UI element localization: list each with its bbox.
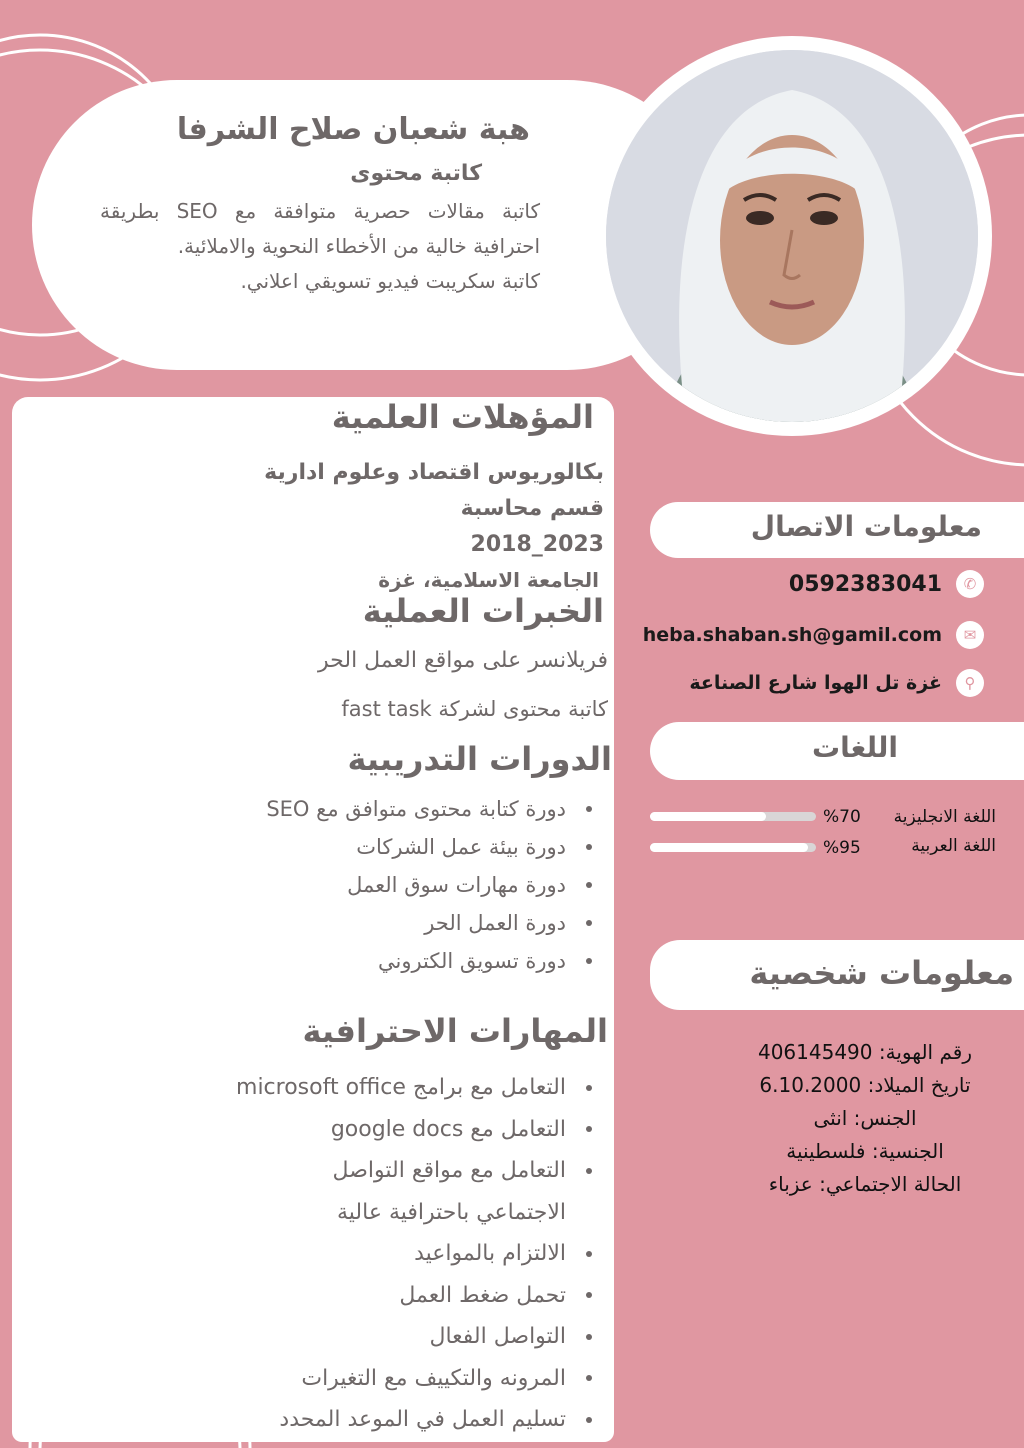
courses-list [266, 790, 596, 980]
skill-item: تحمل ضغط العمل [236, 1275, 596, 1317]
skill-item: الالتزام بالمواعيد [236, 1233, 596, 1275]
skill-item: التعامل مع مواقع التواصل [236, 1150, 596, 1192]
experience-heading: الخبرات العملية [362, 592, 604, 630]
skill-item: المرونه والتكييف مع التغيرات [236, 1358, 596, 1400]
language-bar [650, 812, 816, 821]
contact-heading-pill [650, 502, 1024, 558]
education-heading: المؤهلات العلمية [331, 398, 594, 436]
education-line: الجامعة الاسلامية، غزة [378, 568, 599, 592]
contact-email: ✉ heba.shaban.sh@gamil.com [643, 621, 984, 649]
course-item: دورة بيئة عمل الشركات [266, 828, 596, 866]
language-name: اللغة العربية [911, 836, 996, 856]
skill-item: تسليم العمل في الموعد المحدد [236, 1399, 596, 1441]
personal-line: الجنس: انثى [813, 1106, 917, 1130]
phone-icon: ✆ [956, 570, 984, 598]
contact-address: ⚲ غزة تل الهوا شارع الصناعة [689, 669, 984, 697]
personal-line: رقم الهوية: 406145490 [757, 1040, 972, 1064]
skills-list [236, 1067, 596, 1441]
education-line: 2018_2023 [470, 532, 604, 557]
language-percent: %95 [823, 838, 861, 858]
course-item: دورة كتابة محتوى متوافق مع SEO [266, 790, 596, 828]
contact-phone: ✆ 0592383041 [789, 570, 984, 598]
job-title: كاتبة محتوى [350, 161, 482, 186]
experience-line: فريلانسر على مواقع العمل الحر [318, 648, 608, 673]
course-item: دورة تسويق الكتروني [266, 942, 596, 980]
contact-heading: معلومات الاتصال [750, 510, 982, 543]
personal-heading-pill [650, 940, 1024, 1010]
language-bar-fill [650, 843, 808, 852]
language-name: اللغة الانجليزية [893, 807, 996, 827]
personal-line: الجنسية: فلسطينية [786, 1139, 944, 1163]
profile-photo [606, 50, 978, 422]
education-line: بكالوريوس اقتصاد وعلوم ادارية [264, 460, 604, 485]
skill-item: التواصل الفعال [236, 1316, 596, 1358]
experience-line: كاتبة محتوى لشركة fast task [341, 697, 608, 721]
course-item: دورة العمل الحر [266, 904, 596, 942]
personal-heading: معلومات شخصية [749, 954, 1014, 992]
skill-item: التعامل مع برامج microsoft office [236, 1067, 596, 1109]
language-bar [650, 843, 816, 852]
courses-heading: الدورات التدريبية [347, 740, 612, 778]
personal-line: تاريخ الميلاد: 6.10.2000 [759, 1073, 971, 1097]
profile-summary [100, 194, 540, 299]
language-percent: %70 [823, 807, 861, 827]
skill-item: الاجتماعي باحترافية عالية [336, 1199, 566, 1225]
mail-icon: ✉ [956, 621, 984, 649]
personal-line: الحالة الاجتماعي: عزباء [768, 1172, 962, 1196]
personal-info [700, 1036, 1024, 1201]
education-line: قسم محاسبة [460, 496, 604, 521]
skill-item: التعامل مع google docs [236, 1109, 596, 1151]
location-pin-icon: ⚲ [956, 669, 984, 697]
languages-heading: اللغات [812, 731, 898, 764]
header-text [100, 112, 540, 299]
summary-line: كاتبة مقالات حصرية متوافقة مع SEO بطريقة احترافية خالية من الأخطاء النحوية والاملائية. [100, 199, 540, 258]
languages-heading-pill [650, 722, 1024, 780]
course-item: دورة مهارات سوق العمل [266, 866, 596, 904]
summary-line: كاتبة سكريبت فيديو تسويقي اعلاني. [240, 269, 540, 293]
skills-heading: المهارات الاحترافية [302, 1012, 608, 1050]
language-bar-fill [650, 812, 766, 821]
candidate-name: هبة شعبان صلاح الشرفا [176, 112, 530, 147]
